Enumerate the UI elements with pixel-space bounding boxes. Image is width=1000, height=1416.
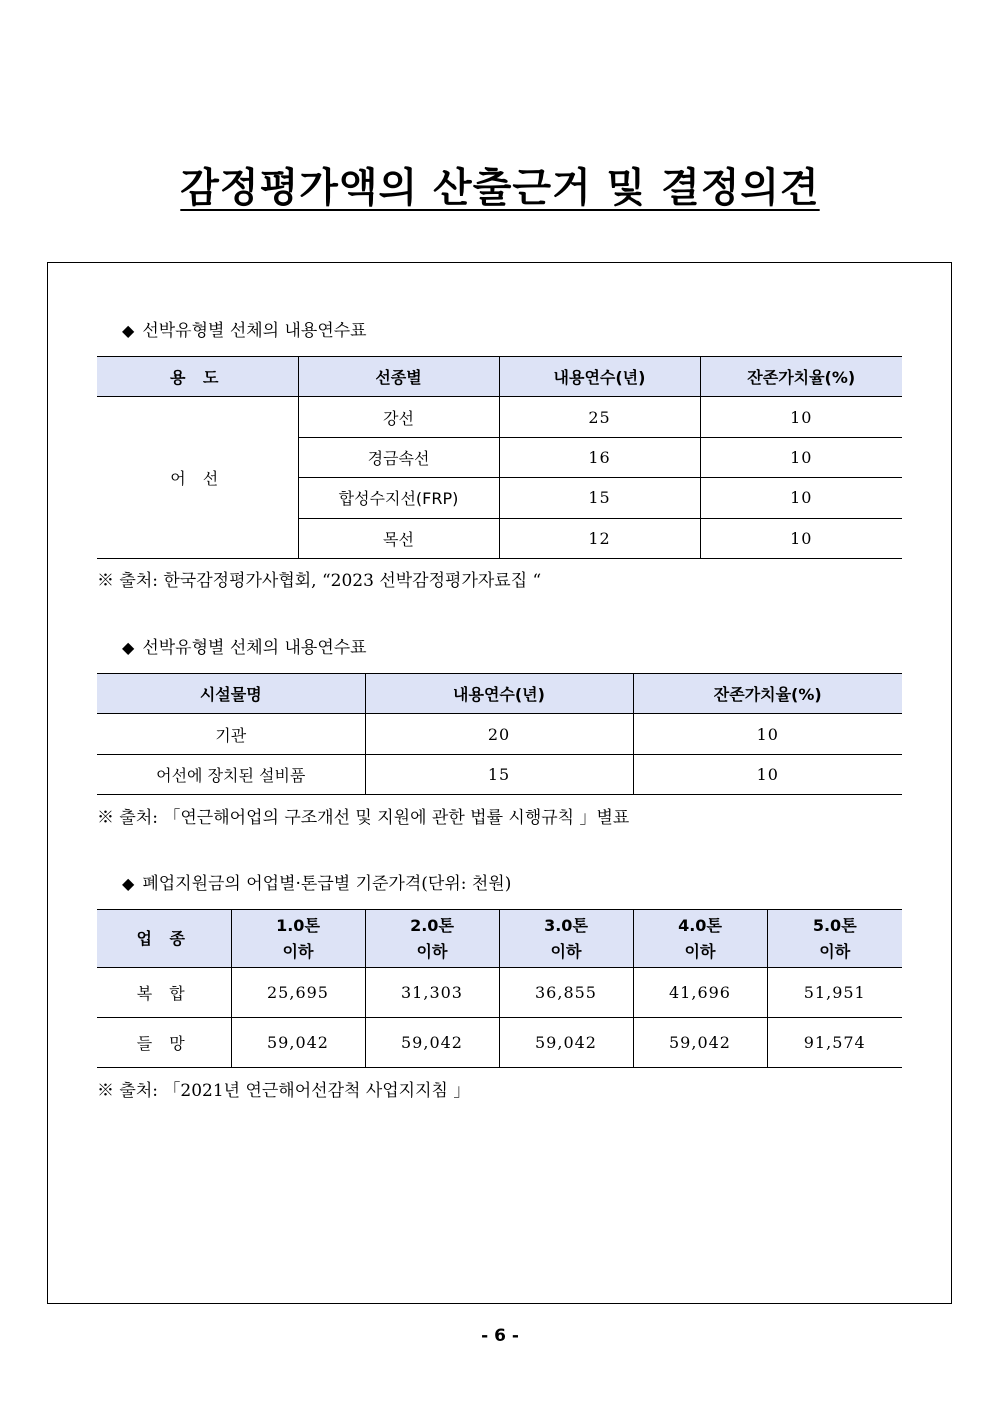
price-cell: 41,696 [633,968,767,1018]
section2-heading-text: 선박유형별 선체의 내용연수표 [142,638,367,658]
page-number: - 6 - [481,1326,519,1346]
years-cell: 16 [499,437,700,477]
price-cell: 25,695 [231,968,365,1018]
residual-cell: 10 [700,478,902,518]
table-row [97,714,902,754]
industry-cell: 들 망 [97,1018,231,1068]
price-cell: 59,042 [365,1018,499,1068]
ship-type-cell: 강선 [298,397,499,437]
equipment-lifespan-table [97,673,902,795]
header-residual-rate: 잔존가치율(%) [633,674,902,714]
header-ship-type: 선종별 [298,357,499,397]
diamond-bullet-icon: ◆ [122,874,135,893]
header-tonnage: 2.0톤 이하 [365,910,499,968]
residual-cell: 10 [633,754,902,794]
section2-source: ※ 출처: 「연근해어업의 구조개선 및 지원에 관한 법률 시행규칙 」별표 [97,808,630,828]
residual-cell: 10 [700,518,902,558]
ship-type-cell: 목선 [298,518,499,558]
price-cell: 59,042 [633,1018,767,1068]
section1-heading-text: 선박유형별 선체의 내용연수표 [142,321,367,341]
header-industry: 업 종 [97,910,231,968]
price-cell: 59,042 [499,1018,633,1068]
header-residual-rate: 잔존가치율(%) [700,357,902,397]
group-cell: 어 선 [97,397,298,559]
ship-type-cell: 경금속선 [298,437,499,477]
table-row [97,754,902,794]
price-cell: 91,574 [767,1018,902,1068]
ship-type-cell: 합성수지선(FRP) [298,478,499,518]
header-tonnage: 3.0톤 이하 [499,910,633,968]
price-cell: 59,042 [231,1018,365,1068]
years-cell: 25 [499,397,700,437]
years-cell: 15 [499,478,700,518]
table-row [97,968,902,1018]
section3-heading [122,872,511,896]
section3-heading-text: 폐업지원금의 어업별·톤급별 기준가격(단위: 천원) [142,874,512,894]
section2-heading [122,636,367,660]
diamond-bullet-icon: ◆ [122,638,135,657]
residual-cell: 10 [700,437,902,477]
header-facility-name: 시설물명 [97,674,365,714]
facility-cell: 기관 [97,714,365,754]
closure-subsidy-table [97,909,902,1068]
section1-heading [122,319,367,343]
header-useful-life: 내용연수(년) [499,357,700,397]
hull-lifespan-table [97,356,902,559]
diamond-bullet-icon: ◆ [122,321,135,340]
header-useful-life: 내용연수(년) [365,674,633,714]
section3-source: ※ 출처: 「2021년 연근해어선감척 사업지지침 」 [97,1081,471,1101]
price-cell: 36,855 [499,968,633,1018]
price-cell: 31,303 [365,968,499,1018]
header-tonnage: 4.0톤 이하 [633,910,767,968]
table-row [97,397,902,437]
section1-source: ※ 출처: 한국감정평가사협회, “2023 선박감정평가자료집 “ [97,571,542,591]
header-tonnage: 5.0톤 이하 [767,910,902,968]
facility-cell: 어선에 장치된 설비품 [97,754,365,794]
header-usage: 용 도 [97,357,298,397]
page-title: 감정평가액의 산출근거 및 결정의견 [180,165,820,211]
residual-cell: 10 [700,397,902,437]
residual-cell: 10 [633,714,902,754]
header-tonnage: 1.0톤 이하 [231,910,365,968]
years-cell: 20 [365,714,633,754]
years-cell: 12 [499,518,700,558]
years-cell: 15 [365,754,633,794]
table-row [97,1018,902,1068]
industry-cell: 복 합 [97,968,231,1018]
price-cell: 51,951 [767,968,902,1018]
